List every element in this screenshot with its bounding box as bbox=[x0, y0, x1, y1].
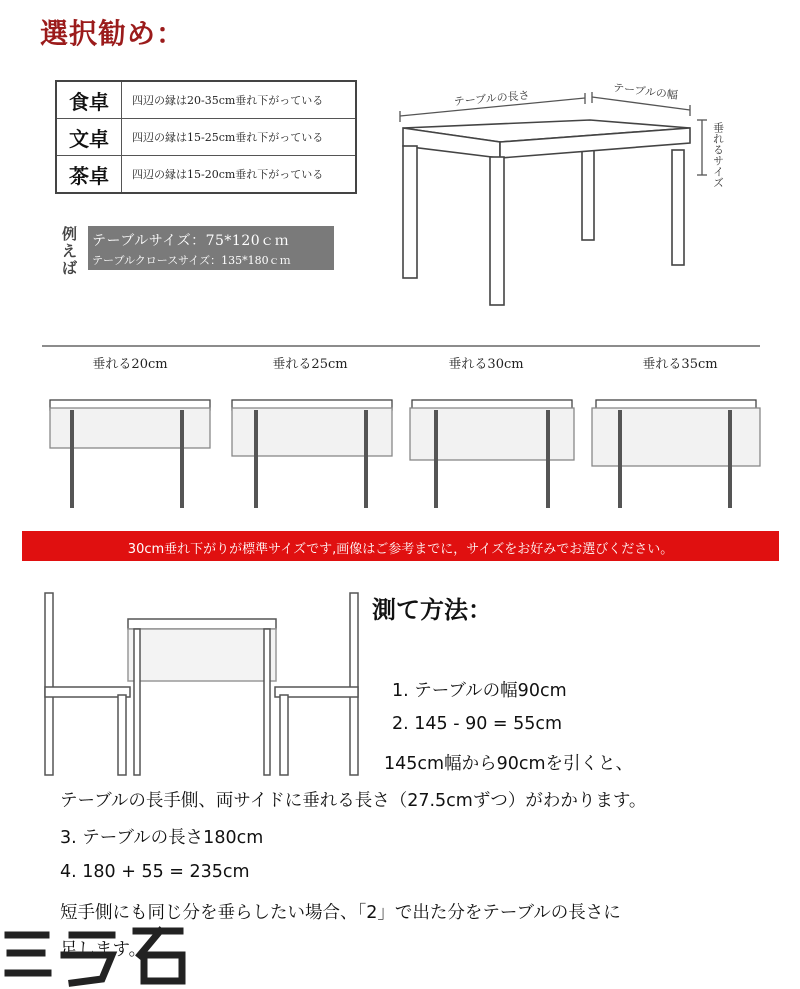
left-chair bbox=[45, 593, 130, 775]
table-desc-cell: 四辺の縁は15-25cm垂れ下がっている bbox=[122, 119, 357, 156]
right-chair bbox=[275, 593, 358, 775]
drop-option-25: 垂れる25cm bbox=[272, 357, 348, 372]
measure-step-2-result: テーブルの長手側、両サイドに垂れる長さ（27.5cmずつ）がわかります。 bbox=[60, 791, 647, 811]
table-type-cell: 茶卓 bbox=[56, 156, 122, 194]
example-table-size: テーブルサイズ：75*120ｃｍ bbox=[92, 233, 290, 249]
drop-option-20: 垂れる20cm bbox=[92, 357, 168, 372]
page-title: 選択勧め： bbox=[40, 17, 186, 50]
tablecloth-35cm bbox=[592, 400, 760, 508]
table-type-cell: 食卓 bbox=[56, 81, 122, 119]
table-diagram bbox=[0, 0, 800, 330]
example-cloth-size: テーブルクロースサイズ：135*180ｃｍ bbox=[92, 254, 291, 267]
drop-option-30: 垂れる30cm bbox=[448, 357, 524, 372]
notice-text: 30cm垂れ下がりが標準サイズです,画像はご参考までに，サイズをお好みでお選びください。 bbox=[127, 542, 674, 557]
brand-logo bbox=[2, 925, 202, 987]
tablecloth-25cm bbox=[232, 400, 392, 508]
tablecloth-20cm bbox=[50, 400, 210, 508]
drop-label: 垂れるサイズ bbox=[711, 122, 725, 188]
measure-step-3: 3. テーブルの長さ180cm bbox=[60, 828, 264, 848]
measure-note: 短手側にも同じ分を垂らしたい場合、「2」で出た分をテーブルの長さに bbox=[60, 903, 621, 923]
notice-banner bbox=[22, 531, 779, 561]
measure-step-2: 2. 145 - 90 = 55cm bbox=[392, 714, 563, 734]
measure-step-1: 1. テーブルの幅90cm bbox=[392, 681, 567, 701]
table-drawing bbox=[403, 120, 690, 305]
length-label: テーブルの長さ bbox=[453, 88, 531, 109]
drop-option-35: 垂れる35cm bbox=[642, 357, 718, 372]
tablecloth-30cm bbox=[410, 400, 574, 508]
table-desc-cell: 四辺の縁は15-20cm垂れ下がっている bbox=[122, 156, 357, 194]
width-label: テーブルの幅 bbox=[612, 81, 679, 102]
table-desc-cell: 四辺の縁は20-35cm垂れ下がっている bbox=[122, 81, 357, 119]
side-table bbox=[128, 619, 276, 775]
measure-title: 測て方法： bbox=[372, 595, 492, 624]
table-type-cell: 文卓 bbox=[56, 119, 122, 156]
measure-note-end: 足します。 bbox=[60, 940, 147, 960]
example-label: 例えば bbox=[62, 225, 78, 277]
measure-step-2-note: 145cm幅から90cmを引くと、 bbox=[384, 754, 634, 774]
measure-step-4: 4. 180 + 55 = 235cm bbox=[60, 862, 250, 882]
